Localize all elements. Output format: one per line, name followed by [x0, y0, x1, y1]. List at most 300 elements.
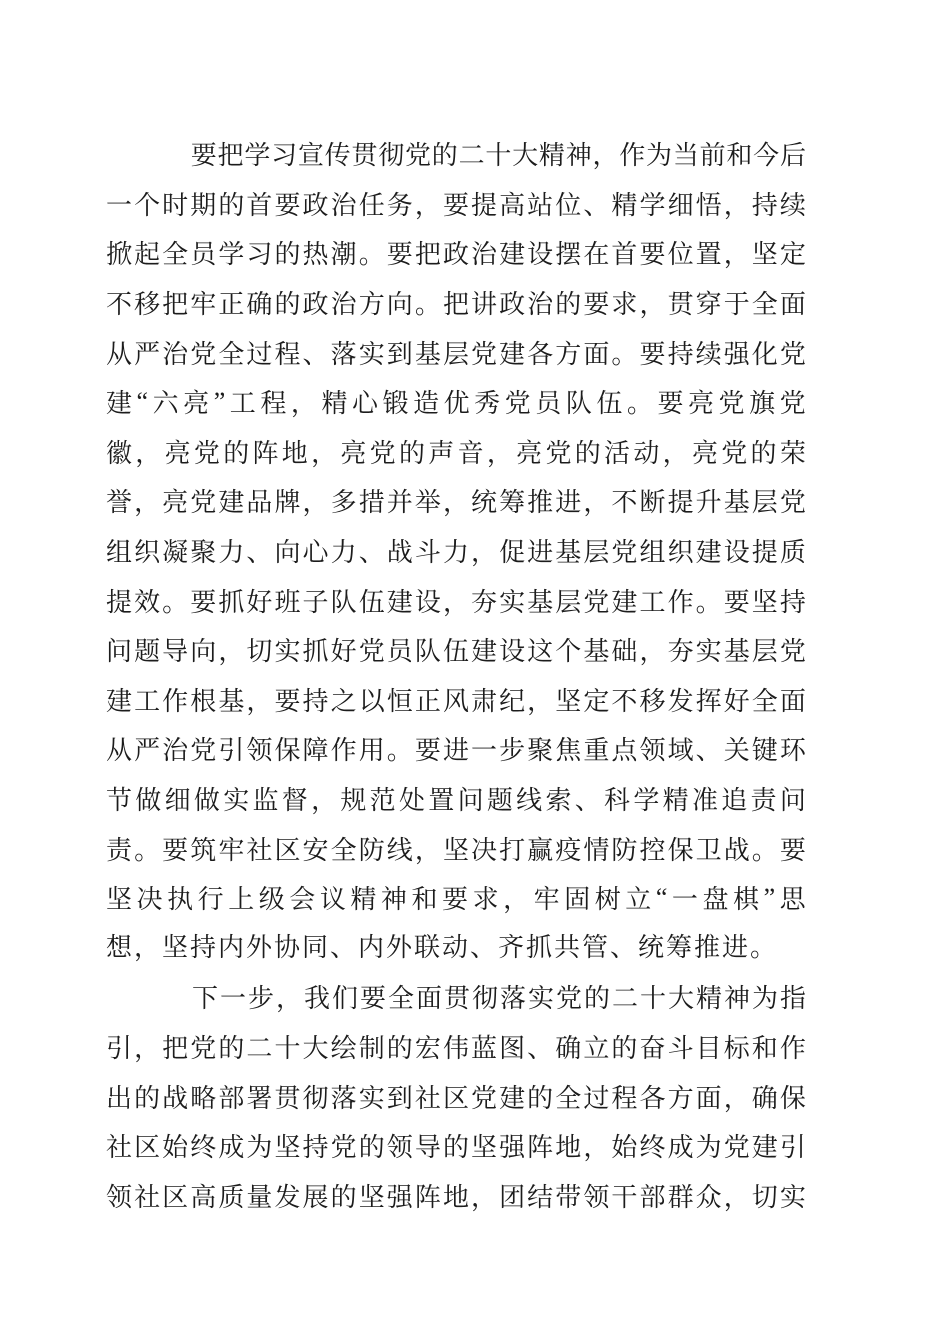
character: 贯 [351, 141, 378, 171]
character: 挥 [695, 686, 722, 716]
character: 设 [527, 240, 554, 270]
text-line [106, 823, 806, 873]
character: 群 [667, 1182, 694, 1212]
text-line [106, 1170, 806, 1220]
character: 热 [302, 240, 329, 270]
character: 战 [723, 835, 750, 865]
character: 提 [106, 587, 133, 617]
first-line-indent [106, 153, 190, 154]
character: 面 [779, 290, 806, 320]
character: 悟 [695, 190, 722, 220]
character: 不 [611, 686, 638, 716]
character: ， [302, 488, 329, 518]
character: 向 [190, 637, 217, 667]
character: 政 [442, 240, 469, 270]
character: 聚 [527, 736, 554, 766]
character: 打 [499, 835, 526, 865]
character: 治 [330, 190, 357, 220]
character: 社 [246, 835, 273, 865]
character: ， [583, 1133, 610, 1163]
character: 实 [223, 786, 250, 816]
character: 题 [134, 637, 161, 667]
character: 环 [779, 736, 806, 766]
character: 牢 [218, 835, 245, 865]
character: 把 [162, 290, 189, 320]
character: 战 [386, 538, 413, 568]
character: 。 [386, 736, 413, 766]
character: 规 [340, 786, 367, 816]
character: 神 [565, 141, 592, 171]
character: 的 [134, 1083, 161, 1113]
character: 断 [639, 488, 666, 518]
character: 工 [639, 587, 666, 617]
character: 党 [190, 488, 217, 518]
character: 个 [555, 637, 582, 667]
character: 要 [359, 984, 386, 1014]
character: 过 [246, 339, 273, 369]
character: 旗 [749, 389, 776, 419]
character: 今 [753, 141, 780, 171]
character: 任 [358, 190, 385, 220]
character: 赢 [527, 835, 554, 865]
character: 全 [751, 686, 778, 716]
character: 要 [162, 835, 189, 865]
character: 标 [723, 1033, 750, 1063]
character: 导 [414, 1133, 441, 1163]
character: 聚 [190, 538, 217, 568]
character: 程 [260, 389, 287, 419]
character: 工 [134, 686, 161, 716]
character: 的 [442, 1133, 469, 1163]
character: 督 [281, 786, 308, 816]
character: 党 [330, 1133, 357, 1163]
character: 众 [695, 1182, 722, 1212]
character: 伟 [442, 1033, 469, 1063]
character: 阵 [414, 1182, 441, 1212]
character: 目 [695, 1033, 722, 1063]
character: 导 [162, 637, 189, 667]
character: 党 [723, 1133, 750, 1163]
character: 亮 [162, 488, 189, 518]
character: 要 [657, 389, 684, 419]
character: 进 [527, 538, 554, 568]
character: 终 [190, 1133, 217, 1163]
character: ， [442, 587, 469, 617]
character: 织 [667, 538, 694, 568]
character: 彻 [302, 1083, 329, 1113]
character: 的 [386, 1033, 413, 1063]
character: 党 [779, 637, 806, 667]
character: 亮 [164, 438, 191, 468]
character: 程 [611, 1083, 638, 1113]
character: 实 [779, 1182, 806, 1212]
character: 十 [485, 141, 512, 171]
character: 领 [386, 1133, 413, 1163]
character: 治 [471, 240, 498, 270]
character: 域 [667, 736, 694, 766]
document-text-block[interactable] [106, 129, 806, 1220]
character: 亮 [340, 438, 367, 468]
character: 持 [302, 1133, 329, 1163]
character: 强 [499, 1133, 526, 1163]
character: 建 [471, 637, 498, 667]
character: 高 [499, 190, 526, 220]
character: 结 [527, 1182, 554, 1212]
character: 持 [667, 339, 694, 369]
character: 地 [281, 438, 308, 468]
character: 党 [405, 141, 432, 171]
character: 造 [413, 389, 440, 419]
character: 党 [358, 637, 385, 667]
text-line [106, 179, 806, 229]
character: 实 [274, 637, 301, 667]
character: 夯 [667, 637, 694, 667]
character: 多 [330, 488, 357, 518]
character: 向 [386, 290, 413, 320]
character: 当 [672, 141, 699, 171]
character: 问 [779, 786, 806, 816]
character: 面 [415, 984, 442, 1014]
character: 位 [555, 190, 582, 220]
character: 的 [574, 438, 601, 468]
character: 纪 [499, 686, 526, 716]
character: ” [213, 386, 226, 416]
character: 固 [564, 885, 591, 915]
character: 精 [321, 389, 348, 419]
character: 效 [134, 587, 161, 617]
character: 措 [358, 488, 385, 518]
character: 点 [611, 736, 638, 766]
character: 工 [229, 389, 256, 419]
character: 问 [106, 637, 133, 667]
character: 心 [351, 389, 378, 419]
character: 根 [190, 686, 217, 716]
character: 基 [555, 538, 582, 568]
character: 不 [106, 290, 133, 320]
character: 建 [499, 1083, 526, 1113]
character: 的 [358, 1133, 385, 1163]
character: 一 [671, 885, 698, 915]
character: 活 [604, 438, 631, 468]
character: 员 [386, 637, 413, 667]
character: 追 [721, 786, 748, 816]
character: 神 [723, 984, 750, 1014]
character: 好 [246, 587, 273, 617]
character: 安 [302, 835, 329, 865]
character: 责 [750, 786, 777, 816]
character: 把 [162, 1033, 189, 1063]
character: 定 [779, 240, 806, 270]
character: 领 [246, 736, 273, 766]
text-line [106, 377, 806, 427]
character: 质 [779, 538, 806, 568]
character: 情 [583, 835, 610, 865]
character: 要 [639, 240, 666, 270]
character: 在 [583, 240, 610, 270]
character: ， [486, 438, 513, 468]
character: 把 [442, 290, 469, 320]
character: 传 [324, 141, 351, 171]
character: 、 [527, 1033, 554, 1063]
character: 强 [723, 339, 750, 369]
character: ， [471, 1182, 498, 1212]
character: 治 [330, 290, 357, 320]
character: 成 [667, 1133, 694, 1163]
character: 树 [594, 885, 621, 915]
character: 实 [499, 587, 526, 617]
character: 层 [751, 488, 778, 518]
character: 指 [779, 984, 806, 1014]
character: 宣 [297, 141, 324, 171]
character: 节 [106, 786, 133, 816]
character: 。 [358, 240, 385, 270]
character: 力 [218, 538, 245, 568]
character: 索 [545, 786, 572, 816]
character: 区 [442, 1083, 469, 1113]
character: 十 [639, 984, 666, 1014]
character: 正 [218, 290, 245, 320]
character: 卫 [695, 835, 722, 865]
character: 持 [751, 190, 778, 220]
text-line [106, 427, 806, 477]
character: 统 [471, 488, 498, 518]
character: 上 [228, 885, 255, 915]
character: 宏 [414, 1033, 441, 1063]
character: 组 [106, 538, 133, 568]
character: 动 [633, 438, 660, 468]
character: 坚 [751, 587, 778, 617]
character: ， [527, 686, 554, 716]
character: 基 [583, 637, 610, 667]
character: 领 [639, 736, 666, 766]
character: 六 [152, 389, 179, 419]
character: 焦 [555, 736, 582, 766]
character: ， [471, 538, 498, 568]
character: 作 [619, 141, 646, 171]
character: 设 [723, 538, 750, 568]
character: 推 [527, 488, 554, 518]
character: 精 [350, 885, 377, 915]
character: 层 [751, 637, 778, 667]
character: 的 [431, 141, 458, 171]
character: 期 [190, 190, 217, 220]
character: 行 [197, 885, 224, 915]
character: 党 [190, 736, 217, 766]
character: 疫 [555, 835, 582, 865]
character: 建 [218, 488, 245, 518]
text-line [106, 675, 806, 725]
character: 大 [667, 984, 694, 1014]
character: 责 [106, 835, 133, 865]
character: ， [503, 885, 530, 915]
character: 全 [555, 1083, 582, 1113]
character: 学 [639, 190, 666, 220]
character: 从 [106, 736, 133, 766]
text-line [106, 526, 806, 576]
character: 党 [718, 389, 745, 419]
character: 。 [751, 835, 778, 865]
character: 促 [499, 538, 526, 568]
character: 移 [639, 686, 666, 716]
character: 科 [604, 786, 631, 816]
character: 范 [369, 786, 396, 816]
character: 党 [583, 587, 610, 617]
character: 议 [319, 885, 346, 915]
character: 要 [583, 290, 610, 320]
character: 全 [387, 984, 414, 1014]
character: ， [639, 290, 666, 320]
character: 地 [555, 1133, 582, 1163]
character: 要 [723, 587, 750, 617]
character: 作 [162, 686, 189, 716]
character: 键 [751, 736, 778, 766]
character: 党 [471, 339, 498, 369]
character: 基 [527, 587, 554, 617]
text-line [106, 1071, 806, 1121]
character: 不 [611, 488, 638, 518]
character: 化 [751, 339, 778, 369]
character: 向 [274, 538, 301, 568]
character: 的 [330, 1182, 357, 1212]
character: 阵 [252, 438, 279, 468]
character: 贯 [667, 290, 694, 320]
character: ， [218, 637, 245, 667]
character: 要 [779, 835, 806, 865]
character: 下 [191, 984, 218, 1014]
character: 思 [779, 885, 806, 915]
character: 实 [358, 339, 385, 369]
character: 设 [414, 587, 441, 617]
character: ， [723, 1083, 750, 1113]
character: 落 [330, 1083, 357, 1113]
character: 要 [274, 686, 301, 716]
character: 建 [499, 240, 526, 270]
character: 治 [527, 290, 554, 320]
character: ， [311, 438, 338, 468]
character: 习 [246, 240, 273, 270]
character: 一 [471, 736, 498, 766]
character: 声 [428, 438, 455, 468]
character: 求 [472, 885, 499, 915]
character: 党 [555, 984, 582, 1014]
character: ， [311, 786, 338, 816]
text-line [106, 129, 806, 179]
character: 提 [471, 190, 498, 220]
character: 坚 [442, 835, 469, 865]
character: 基 [723, 637, 750, 667]
character: 员 [190, 240, 217, 270]
character: 精 [611, 190, 638, 220]
character: 穿 [695, 290, 722, 320]
character: 决 [136, 885, 163, 915]
character: 作 [330, 736, 357, 766]
character: 奋 [639, 1033, 666, 1063]
character: 大 [512, 141, 539, 171]
character: 为 [695, 1133, 722, 1163]
character: 首 [611, 240, 638, 270]
first-line-indent [106, 996, 190, 997]
character: 时 [162, 190, 189, 220]
character: 方 [358, 290, 385, 320]
character: 优 [443, 389, 470, 419]
character: 确 [751, 1083, 778, 1113]
character: 题 [486, 786, 513, 816]
character: 组 [639, 538, 666, 568]
character: 斗 [667, 1033, 694, 1063]
character: 的 [750, 438, 777, 468]
character: 蓝 [471, 1033, 498, 1063]
character: 班 [274, 587, 301, 617]
character: 强 [386, 1182, 413, 1212]
character: 抓 [218, 587, 245, 617]
character: 、 [695, 736, 722, 766]
character: 全 [751, 290, 778, 320]
character: 精 [538, 141, 565, 171]
character: 各 [639, 1083, 666, 1113]
character: 展 [302, 1182, 329, 1212]
text-line [106, 228, 806, 278]
character: 举 [414, 488, 441, 518]
character: 十 [274, 1033, 301, 1063]
character: 队 [414, 637, 441, 667]
character: 高 [190, 1182, 217, 1212]
character: 基 [218, 686, 245, 716]
character: 成 [218, 1133, 245, 1163]
character: 持 [779, 587, 806, 617]
character: 全 [162, 240, 189, 270]
character: 立 [583, 1033, 610, 1063]
character: 抓 [302, 637, 329, 667]
character: 切 [246, 637, 273, 667]
character: 要 [386, 240, 413, 270]
character: 层 [442, 339, 469, 369]
character: 全 [218, 339, 245, 369]
character: 牌 [274, 488, 301, 518]
character: 织 [134, 538, 161, 568]
character: 徽 [106, 438, 133, 468]
character: 摆 [555, 240, 582, 270]
character: 定 [583, 686, 610, 716]
character: 牢 [533, 885, 560, 915]
character: 和 [751, 1033, 778, 1063]
character: 区 [134, 1133, 161, 1163]
character: 置 [695, 240, 722, 270]
character: ， [290, 389, 317, 419]
character: 二 [611, 984, 638, 1014]
character: ， [583, 488, 610, 518]
character: 盘 [702, 885, 729, 915]
character: 实 [695, 637, 722, 667]
character: 、 [583, 190, 610, 220]
character: 问 [457, 786, 484, 816]
character: 带 [555, 1182, 582, 1212]
character: 党 [779, 339, 806, 369]
character: 凝 [162, 538, 189, 568]
character: 团 [499, 1182, 526, 1212]
character: 升 [695, 488, 722, 518]
character: 牢 [190, 290, 217, 320]
character: 伍 [358, 587, 385, 617]
character: 精 [662, 786, 689, 816]
character: 党 [190, 1033, 217, 1063]
character: 面 [583, 339, 610, 369]
character: 锻 [382, 389, 409, 419]
character: 政 [499, 290, 526, 320]
character: 夯 [471, 587, 498, 617]
character: 切 [751, 1182, 778, 1212]
character: 确 [246, 290, 273, 320]
character: 移 [134, 290, 161, 320]
